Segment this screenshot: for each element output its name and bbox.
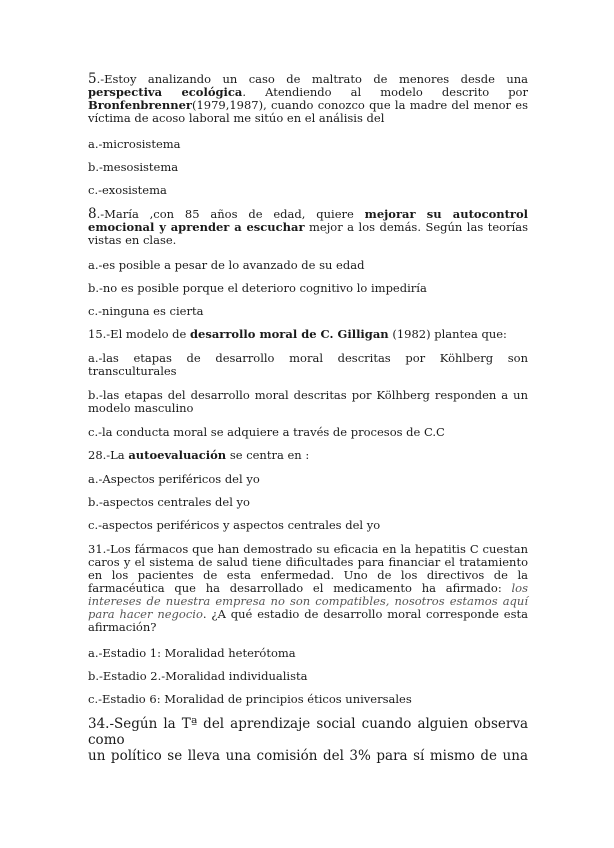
- option-text: transculturales: [88, 364, 177, 378]
- question-text: (1979,1987), cuando conozco que la madre del menor es: [191, 98, 528, 112]
- question-number: 5: [88, 71, 97, 87]
- option-c: c.-exosistema: [88, 183, 167, 197]
- question-text: 15.-El modelo de: [88, 327, 190, 341]
- question-text: .-María ,con 85 años de edad, quiere: [96, 207, 365, 221]
- question-text: 31.-Los fármacos que han demostrado su eficacia en la hepatitis C cuestan: [88, 542, 528, 556]
- question-text: un político se lleva una comisión del 3% para sí mismo de una: [88, 748, 528, 764]
- option-text: modelo masculino: [88, 401, 194, 415]
- option-a: a.-es posible a pesar de lo avanzado de su edad: [88, 258, 365, 272]
- question-5: [88, 73, 528, 125]
- bold-term: emocional y aprender a escuchar: [88, 220, 305, 234]
- quote-text: los: [511, 581, 528, 595]
- question-text: víctima de acoso laboral me sitúo en el análisis del: [88, 111, 385, 125]
- question-text: farmacéutica que ha desarrollado el medicamento ha afirmado:: [88, 581, 512, 595]
- option-a: a.-Estadio 1: Moralidad heterótoma: [88, 646, 296, 660]
- question-31: [88, 543, 528, 634]
- question-15: [88, 328, 528, 341]
- question-number: 8: [88, 206, 97, 222]
- option-a: [88, 352, 528, 378]
- option-b: b.-Estadio 2.-Moralidad individualista: [88, 669, 308, 683]
- question-34: [88, 716, 528, 764]
- option-c: c.-Estadio 6: Moralidad de principios éticos universales: [88, 692, 412, 706]
- quote-text: intereses de nuestra empresa no son compatibles, nosotros estamos aquí: [88, 594, 528, 608]
- option-a: a.-Aspectos periféricos del yo: [88, 472, 260, 486]
- bold-term: Bronfenbrenner: [88, 98, 192, 112]
- option-b: b.-mesosistema: [88, 160, 179, 174]
- option-c: c.-ninguna es cierta: [88, 304, 204, 318]
- question-text: mejor a los demás. Según las teorías: [304, 220, 529, 234]
- bold-term: mejorar su autocontrol: [364, 207, 529, 221]
- option-text: b.-las etapas del desarrollo moral descritas por Kölhberg responden a un: [88, 388, 528, 402]
- option-b: b.-aspectos centrales del yo: [88, 495, 250, 509]
- bold-term: autoevaluación: [128, 448, 227, 462]
- option-b: [88, 389, 528, 415]
- question-text: (1982) plantea que:: [388, 327, 507, 341]
- question-text: . Atendiendo al modelo descrito por: [242, 85, 528, 99]
- question-text: .-Estoy analizando un caso de maltrato de menores desde una: [96, 72, 528, 86]
- quote-text: para hacer negocio: [88, 607, 203, 621]
- option-c: c.-aspectos periféricos y aspectos centrales del yo: [88, 518, 381, 532]
- question-8: [88, 208, 528, 247]
- option-text: a.-las etapas de desarrollo moral descritas por Köhlberg son: [88, 351, 528, 365]
- question-text: . ¿A qué estadio de desarrollo moral corresponde esta: [202, 607, 528, 621]
- option-a: a.-microsistema: [88, 137, 181, 151]
- question-28: [88, 449, 528, 462]
- question-text: se centra en :: [226, 448, 310, 462]
- option-c: c.-la conducta moral se adquiere a través de procesos de C.C: [88, 425, 445, 439]
- question-text: 34.-Según la Tª del aprendizaje social cuando alguien observa como: [88, 716, 528, 748]
- question-text: caros y el sistema de salud tiene dificultades para financiar el tratamiento: [88, 555, 528, 569]
- option-b: b.-no es posible porque el deterioro cognitivo lo impediría: [88, 281, 427, 295]
- bold-term: desarrollo moral de C. Gilligan: [189, 327, 389, 341]
- question-text: vistas en clase.: [88, 233, 177, 247]
- bold-term: perspectiva ecológica: [88, 85, 243, 99]
- question-text: en los pacientes de esta enfermedad. Uno de los directivos de la: [88, 568, 528, 582]
- question-text: 28.-La: [88, 448, 129, 462]
- question-text: afirmación?: [88, 620, 157, 634]
